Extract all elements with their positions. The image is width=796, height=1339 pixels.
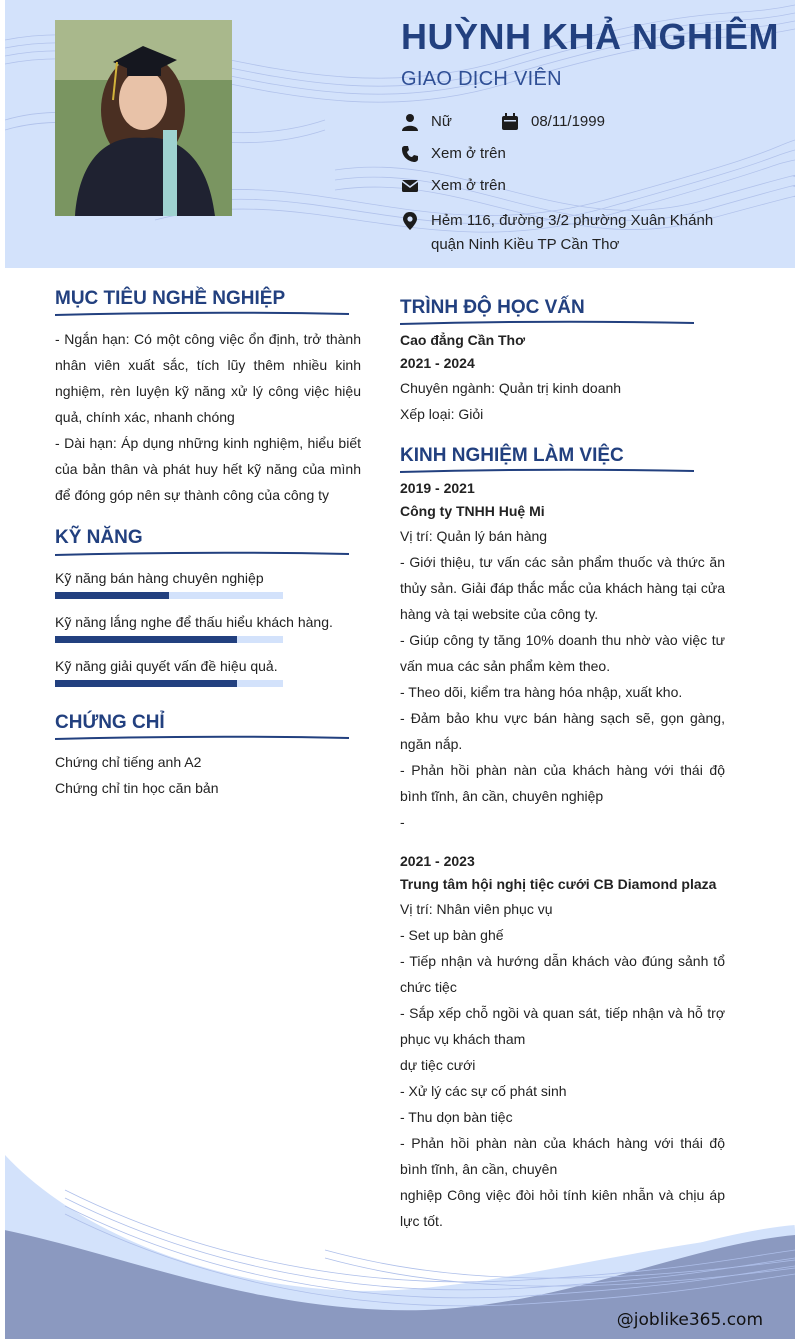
skills-heading: KỸ NĂNG — [55, 527, 143, 548]
job-duty: - Theo dõi, kiểm tra hàng hóa nhập, xuất kho. — [400, 684, 683, 700]
job-position: Vị trí: Quản lý bán hàng — [400, 528, 548, 544]
objective-short-term: - Ngắn hạn: Có một công việc ổn định, trở thành nhân viên xuất sắc, tích lũy thêm nhiều kinh nghiệm, rèn luyện kỹ năng xử lý công việc hiệu quả, chính xác, nhanh chóng — [55, 331, 361, 425]
birthdate-value: 08/11/1999 — [531, 113, 605, 130]
certificates-heading: CHỨNG CHỈ — [55, 712, 165, 733]
job-duty: - Phản hồi phàn nàn của khách hàng với thái độ bình tĩnh, ân cần, chuyên — [400, 1135, 725, 1177]
gender-value: Nữ — [431, 113, 452, 130]
job-duty: - Set up bàn ghế — [400, 927, 504, 943]
education-heading: TRÌNH ĐỘ HỌC VẤN — [400, 297, 585, 318]
education-grade: Xếp loại: Giỏi — [400, 406, 484, 422]
footer-wave-decoration — [5, 1130, 795, 1339]
email-row — [401, 177, 506, 195]
certificate-item: Chứng chỉ tiếng anh A2 — [55, 754, 202, 770]
job-period: 2021 - 2023 — [400, 853, 475, 869]
address-value — [431, 209, 713, 257]
envelope-icon — [401, 177, 419, 195]
objective-heading: MỤC TIÊU NGHỀ NGHIỆP — [55, 288, 286, 309]
birthdate-row — [501, 113, 605, 131]
candidate-name: HUỲNH KHẢ NGHIÊM — [401, 16, 780, 57]
job-duty: - Sắp xếp chỗ ngồi và quan sát, tiếp nhận và hỗ trợ phục vụ khách tham — [400, 1005, 725, 1047]
calendar-icon — [501, 113, 519, 131]
person-icon — [401, 113, 419, 131]
objective-long-term: - Dài hạn: Áp dụng những kinh nghiệm, hiểu biết của bản thân và phát huy hết kỹ năng của mình để đóng góp nên sự thành công của công ty — [55, 435, 361, 503]
objective-heading-underline — [55, 311, 349, 317]
phone-value: Xem ở trên — [431, 145, 506, 162]
certificates-heading-underline — [55, 735, 349, 741]
email-value: Xem ở trên — [431, 177, 506, 194]
job-duty: - Xử lý các sự cố phát sinh — [400, 1083, 567, 1099]
job-duty: - Giới thiệu, tư vấn các sản phẩm thuốc và thức ăn thủy sản. Giải đáp thắc mắc của khách hàng tại cửa hàng và tại website của công ty. — [400, 554, 725, 622]
skill-bar-listening — [55, 636, 283, 643]
address-row — [401, 209, 713, 257]
job-duty: - Đảm bảo khu vực bán hàng sạch sẽ, gọn gàng, ngăn nắp. — [400, 710, 725, 752]
profile-photo — [55, 20, 232, 216]
job-duty: - — [400, 814, 405, 830]
watermark: @joblike365.com — [616, 1310, 763, 1330]
education-period: 2021 - 2024 — [400, 355, 475, 371]
job-duty: dự tiệc cưới — [400, 1057, 476, 1073]
job-duty: - Phản hồi phàn nàn của khách hàng với thái độ bình tĩnh, ân cần, chuyên nghiệp — [400, 762, 725, 804]
skill-label-sales: Kỹ năng bán hàng chuyên nghiệp — [55, 570, 264, 586]
skills-heading-underline — [55, 551, 349, 557]
cv-page — [5, 0, 795, 1339]
experience-heading-underline — [400, 468, 694, 474]
skill-bar-fill — [55, 592, 169, 599]
skill-bar-sales — [55, 592, 283, 599]
address-line-1: Hẻm 116, đường 3/2 phường Xuân Khánh — [431, 212, 714, 229]
job-title: GIAO DỊCH VIÊN — [401, 68, 562, 90]
job-duty: nghiệp Công việc đòi hỏi tính kiên nhẫn và chịu áp lực tốt. — [400, 1187, 725, 1229]
skill-bar-fill — [55, 636, 237, 643]
job-company: Công ty TNHH Huệ Mi — [400, 503, 545, 519]
certificate-item: Chứng chỉ tin học căn bản — [55, 780, 219, 796]
gender-row — [401, 113, 452, 131]
skill-label-listening: Kỹ năng lắng nghe để thấu hiểu khách hàng. — [55, 614, 333, 630]
education-school: Cao đẳng Cần Thơ — [400, 332, 526, 348]
skill-bar-problem-solving — [55, 680, 283, 687]
address-line-2: quận Ninh Kiều TP Cần Thơ — [431, 236, 620, 253]
education-heading-underline — [400, 320, 694, 326]
header — [5, 0, 795, 268]
education-major: Chuyên ngành: Quản trị kinh doanh — [400, 380, 622, 396]
phone-icon — [401, 145, 419, 163]
job-duty: - Tiếp nhận và hướng dẫn khách vào đúng sảnh tổ chức tiệc — [400, 953, 725, 995]
skill-label-problem-solving: Kỹ năng giải quyết vấn đề hiệu quả. — [55, 658, 278, 674]
location-pin-icon — [401, 212, 419, 230]
job-duty: - Thu dọn bàn tiệc — [400, 1109, 513, 1125]
job-duty: - Giúp công ty tăng 10% doanh thu nhờ vào việc tư vấn mua các sản phẩm kèm theo. — [400, 632, 725, 674]
job-position: Vị trí: Nhân viên phục vụ — [400, 901, 553, 917]
skill-bar-fill — [55, 680, 237, 687]
phone-row — [401, 145, 506, 163]
job-period: 2019 - 2021 — [400, 480, 475, 496]
experience-heading: KINH NGHIỆM LÀM VIỆC — [400, 445, 624, 466]
job-company: Trung tâm hội nghị tiệc cưới CB Diamond plaza — [400, 876, 717, 892]
